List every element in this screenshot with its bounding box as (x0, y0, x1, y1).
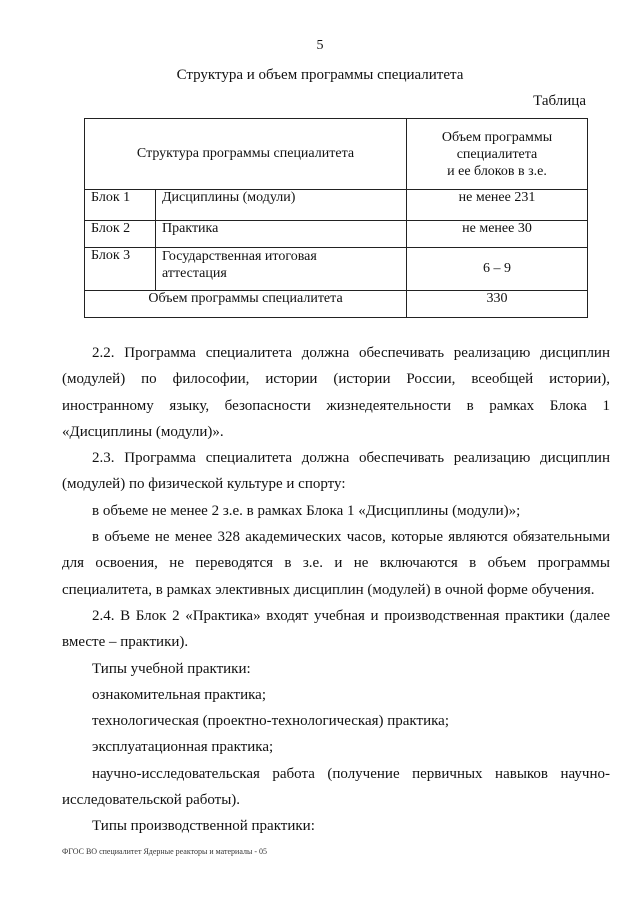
paragraph: эксплуатационная практика; (92, 739, 274, 756)
block-name-cell: Дисциплины (модули) (156, 190, 407, 221)
block-name-line: Государственная итоговая (162, 249, 317, 264)
block-cell: Блок 3 (85, 248, 156, 291)
table-row (85, 190, 588, 221)
header-volume-line: специалитета (456, 146, 538, 162)
paragraph: научно-исследовательская работа (получение первичных навыков научно-исследовательской работы). (62, 765, 610, 809)
paragraph: ознакомительная практика; (92, 686, 266, 703)
block-cell: Блок 2 (85, 221, 156, 248)
body-text (62, 340, 610, 840)
block-name-line: аттестация (162, 266, 227, 281)
table-row (85, 248, 588, 291)
paragraph: в объеме не менее 2 з.е. в рамках Блока 1 «Дисциплины (модули)»; (92, 502, 521, 519)
total-label-cell: Объем программы специалитета (85, 291, 407, 318)
block-name-cell: Практика (156, 221, 407, 248)
table-row (85, 221, 588, 248)
paragraph: 2.4. В Блок 2 «Практика» входят учебная и производственная практики (далее вместе – практики). (62, 607, 610, 651)
header-structure: Структура программы специалитета (85, 119, 407, 190)
page-number: 5 (316, 38, 324, 53)
paragraph: 2.3. Программа специалитета должна обеспечивать реализацию дисциплин (модулей) по физической культуре и спорту: (62, 450, 610, 493)
paragraph: в объеме не менее 328 академических часов, которые являются обязательными для освоения, не переводятся в з.е. и не включаются в объем программы специалитета, в рамках элективных дисциплин (модулей) в очной форме обучения. (62, 529, 610, 598)
block-name-cell (156, 248, 407, 291)
table-label: Таблица (533, 93, 586, 109)
program-structure-table (84, 118, 588, 318)
header-volume (407, 119, 588, 190)
page-footer: ФГОС ВО специалитет Ядерные реакторы и материалы - 05 (62, 847, 267, 856)
total-value-cell: 330 (407, 291, 588, 318)
table-total-row (85, 291, 588, 318)
block-value-cell: не менее 30 (407, 221, 588, 248)
paragraph: Типы производственной практики: (92, 818, 315, 835)
paragraph: Типы учебной практики: (92, 660, 251, 677)
block-cell: Блок 1 (85, 190, 156, 221)
section-title: Структура и объем программы специалитета (176, 67, 464, 83)
block-value-cell: 6 – 9 (407, 248, 588, 291)
table-header-row (85, 119, 588, 190)
block-value-cell: не менее 231 (407, 190, 588, 221)
paragraph: технологическая (проектно-технологическая) практика; (92, 713, 449, 730)
header-volume-line: и ее блоков в з.е. (447, 163, 547, 179)
header-volume-line: Объем программы (441, 129, 553, 145)
paragraph: 2.2. Программа специалитета должна обеспечивать реализацию дисциплин (модулей) по философии, истории (истории России, всеобщей истории), иностранному языку, безопасности жизнедеятельности в рамках Блока 1 «Дисциплины (модули)». (62, 345, 610, 440)
